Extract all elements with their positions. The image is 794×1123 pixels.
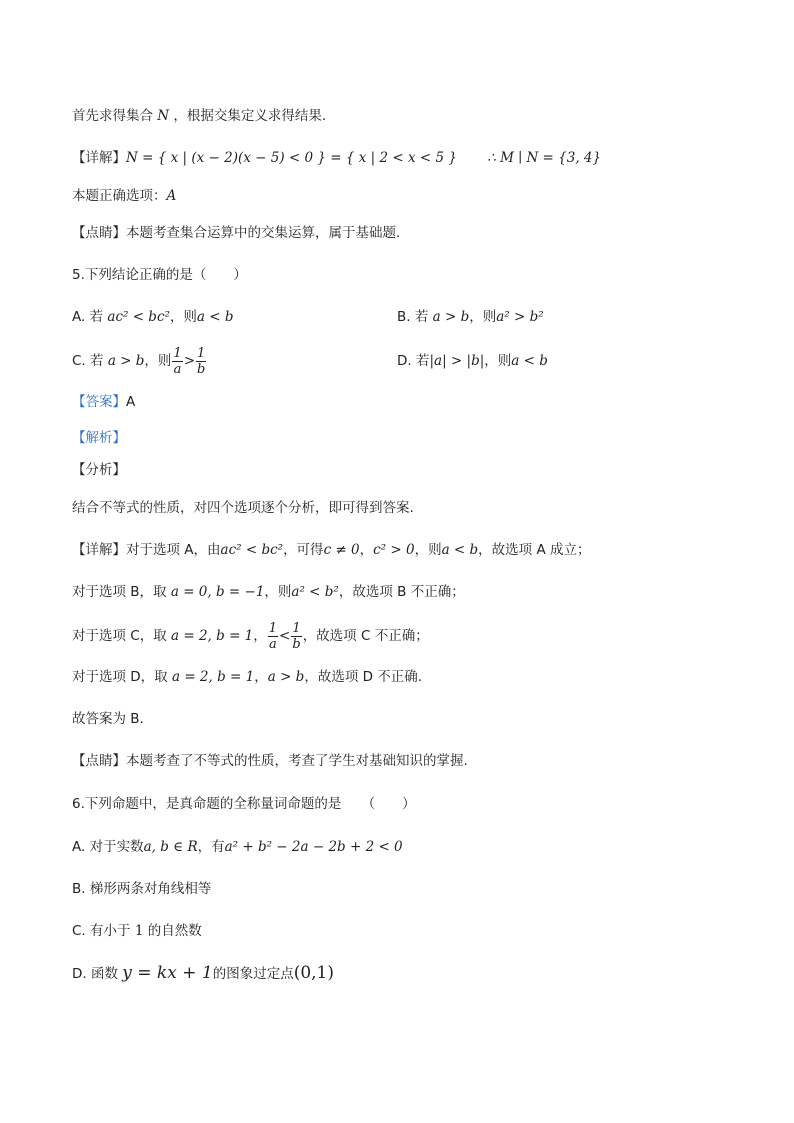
correct-option-line: 本题正确选项：A [72,188,177,204]
detail-q5-line4: 对于选项 D，取 a = 2, b = 1，a > b，故选项 D 不正确. [72,669,423,685]
conclusion-q5: 故答案为 B. [72,711,144,727]
detail-q5-line2: 对于选项 B，取 a = 0, b = −1，则a² < b²，故选项 B 不正确； [72,584,465,600]
q6-option-d: D. 函数 y = kx + 1的图象过定点(0,1) [72,963,335,983]
q5-option-d: D. 若|a| > |b|，则a < b [397,353,548,369]
detail-q5-line3: 对于选项 C，取 a = 2, b = 1， $\frac{1}{a}$ < $\frac{1}{b}$ ，故选项 C 不正确； [72,620,429,652]
fenxi-q5: 结合不等式的性质，对四个选项逐个分析，即可得到答案. [72,500,414,516]
q5-option-c: C. 若 a > b，则 $\frac{1}{a}$ > $\frac{1}{b}$ [72,345,206,377]
detail-q5-line1: 【详解】对于选项 A，由ac² < bc²，可得c ≠ 0，c² > 0，则a < b，故选项 A 成立； [72,542,591,558]
fenxi-label: 【分析】 [72,462,126,478]
jiexi-label: 【解析】 [72,430,126,446]
q5-stem: 5.下列结论正确的是（ ） [72,267,247,283]
q5-option-b: B. 若 a > b，则a² > b² [397,309,544,325]
dianjing-q5: 【点睛】本题考查了不等式的性质，考查了学生对基础知识的掌握. [72,753,468,769]
q6-option-c: C. 有小于 1 的自然数 [72,923,202,939]
q5-option-a: A. 若 ac² < bc²，则a < b [72,309,234,325]
intro-line: 首先求得集合 N ，根据交集定义求得结果. [72,108,327,124]
q6-stem: 6.下列命题中，是真命题的全称量词命题的是 （ ） [72,796,416,812]
detail-q4: 【详解】N = { x | (x − 2)(x − 5) < 0 } = { x | 2 < x < 5 } ∴ M ∣ N = {3, 4} [72,150,602,166]
q6-option-b: B. 梯形两条对角线相等 [72,881,212,897]
dianjing-q4: 【点睛】本题考查集合运算中的交集运算，属于基础题. [72,225,401,241]
q6-option-a: A. 对于实数a, b ∈ R，有a² + b² − 2a − 2b + 2 < 0 [72,839,403,855]
q5-options-cd [72,343,752,379]
answer-line: 【答案】A [72,394,136,410]
q5-options-ab [72,307,752,327]
